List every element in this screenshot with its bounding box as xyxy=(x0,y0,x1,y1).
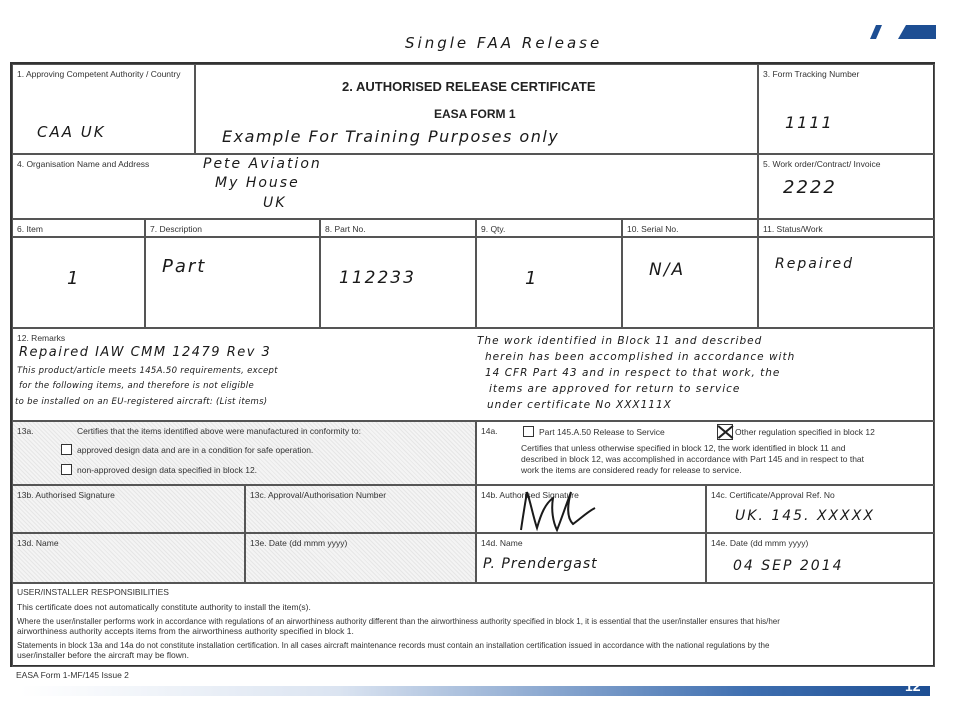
block14a-text-1: Certifies that unless otherwise specified in block 12, the work identified in block 11 and xyxy=(521,443,846,453)
item-label: 6. Item xyxy=(17,224,43,234)
remarks-right-2: herein has been accomplished in accordance with xyxy=(485,351,796,363)
org-line-2: My House xyxy=(215,175,300,191)
block14d-value: P. Prendergast xyxy=(483,556,598,572)
block13b xyxy=(12,485,245,533)
block14c-value: UK. 145. XXXXX xyxy=(735,508,875,524)
item-value: 1 xyxy=(67,268,81,289)
user-installer-responsibilities xyxy=(12,583,935,667)
training-note: Example For Training Purposes only xyxy=(222,127,560,146)
block3-value: 1111 xyxy=(785,113,834,132)
item-cell xyxy=(12,237,145,328)
responsibilities-p3b: user/installer before the aircraft may be flown. xyxy=(17,650,189,660)
block14a-text-2: described in block 12, was accomplished in accordance with Part 145 and in respect to that xyxy=(521,454,865,464)
block14b xyxy=(476,485,706,533)
block1-authority xyxy=(12,64,195,154)
item-header xyxy=(12,219,145,237)
approved-design-label: approved design data and are in a condition for safe operation. xyxy=(77,445,314,455)
easa-form-1 xyxy=(10,62,935,667)
block14c xyxy=(706,485,935,533)
other-regulation-checkbox-checked[interactable] xyxy=(717,424,733,440)
block13d xyxy=(12,533,245,583)
serial-value: N/A xyxy=(649,260,686,280)
block4-label: 4. Organisation Name and Address xyxy=(17,159,150,169)
block14a xyxy=(476,421,935,485)
description-value: Part xyxy=(162,256,207,277)
block13b-label: 13b. Authorised Signature xyxy=(17,490,115,500)
page-number: 12 xyxy=(905,678,921,694)
qty-header xyxy=(476,219,622,237)
responsibilities-p2b: airworthiness authority accepts items from the airworthiness authority specified in block 1. xyxy=(17,626,354,636)
block13d-label: 13d. Name xyxy=(17,538,59,548)
block1-label: 1. Approving Competent Authority / Country xyxy=(17,69,181,79)
block14e-label: 14e. Date (dd mmm yyyy) xyxy=(711,538,809,548)
description-label: 7. Description xyxy=(150,224,202,234)
approved-design-checkbox[interactable] xyxy=(61,444,72,455)
block13a-label: 13a. xyxy=(17,426,34,436)
non-approved-design-checkbox[interactable] xyxy=(61,464,72,475)
remarks-line-3: for the following items, and therefore is not eligible xyxy=(19,381,254,391)
qty-label: 9. Qty. xyxy=(481,224,506,234)
block13e xyxy=(245,533,476,583)
remarks-right-3: 14 CFR Part 43 and in respect to that work, the xyxy=(485,367,781,379)
logo-stripes xyxy=(870,25,936,39)
responsibilities-p1: This certificate does not automatically constitute authority to install the item(s). xyxy=(17,602,311,612)
block14e-value: 04 SEP 2014 xyxy=(733,558,844,574)
certificate-subtitle: EASA FORM 1 xyxy=(434,107,516,121)
description-header xyxy=(145,219,320,237)
block14a-label: 14a. xyxy=(481,426,498,436)
partno-value: 112233 xyxy=(339,268,416,288)
qty-cell xyxy=(476,237,622,328)
status-cell xyxy=(758,237,935,328)
responsibilities-p2a: Where the user/installer performs work in accordance with regulations of an airworthiness authority different than the airworthiness authority specified in block 1, it is essential that the user/installer ensures that his/her xyxy=(17,617,780,626)
part145-label: Part 145.A.50 Release to Service xyxy=(539,427,665,437)
partno-label: 8. Part No. xyxy=(325,224,366,234)
certificate-title: 2. AUTHORISED RELEASE CERTIFICATE xyxy=(342,79,596,94)
status-label: 11. Status/Work xyxy=(763,224,823,234)
block14a-text-3: work the items are considered ready for release to service. xyxy=(521,465,742,475)
other-regulation-label: Other regulation specified in block 12 xyxy=(735,427,875,437)
block13a-text: Certifies that the items identified above were manufactured in conformity to: xyxy=(77,426,361,436)
partno-header xyxy=(320,219,476,237)
serial-label: 10. Serial No. xyxy=(627,224,679,234)
bottom-gradient-bar xyxy=(20,686,930,696)
block13e-label: 13e. Date (dd mmm yyyy) xyxy=(250,538,348,548)
block5-label: 5. Work order/Contract/ Invoice xyxy=(763,159,881,169)
org-line-3: UK xyxy=(263,195,287,211)
block5-value: 2222 xyxy=(783,177,837,198)
block13c xyxy=(245,485,476,533)
block13c-label: 13c. Approval/Authorisation Number xyxy=(250,490,387,500)
remarks-line-4: to be installed on an EU-registered aircraft: (List items) xyxy=(15,397,268,407)
description-cell xyxy=(145,237,320,328)
org-line-1: Pete Aviation xyxy=(203,156,322,172)
status-header xyxy=(758,219,935,237)
block1-value: CAA UK xyxy=(37,123,106,141)
remarks-line-2: This product/article meets 145A.50 requirements, except xyxy=(17,366,278,376)
serial-header xyxy=(622,219,758,237)
remarks-right-1: The work identified in Block 11 and described xyxy=(477,335,763,347)
partno-cell xyxy=(320,237,476,328)
block2-certificate xyxy=(195,64,758,154)
responsibilities-p3a: Statements in block 13a and 14a do not constitute installation certification. In all cases aircraft maintenance records must contain an installation certification issued in accordance with the national regulations by the xyxy=(17,641,770,650)
block5-work-order xyxy=(758,154,935,219)
signature-image xyxy=(507,486,617,533)
block13a xyxy=(12,421,476,485)
block3-tracking xyxy=(758,64,935,154)
block4-organisation xyxy=(12,154,758,219)
form-reference: EASA Form 1-MF/145 Issue 2 xyxy=(16,670,129,680)
remarks-line-1: Repaired IAW CMM 12479 Rev 3 xyxy=(19,345,272,360)
qty-value: 1 xyxy=(525,268,539,289)
block14b-label: 14b. Authorised Signature xyxy=(481,490,579,500)
block14e xyxy=(706,533,935,583)
block14d xyxy=(476,533,706,583)
block14d-label: 14d. Name xyxy=(481,538,523,548)
remarks-right-5: under certificate No XXX111X xyxy=(487,399,672,411)
handwritten-title: Single FAA Release xyxy=(405,34,603,52)
part145-checkbox[interactable] xyxy=(523,426,534,437)
block3-label: 3. Form Tracking Number xyxy=(763,69,860,79)
block12-label: 12. Remarks xyxy=(17,333,66,343)
serial-cell xyxy=(622,237,758,328)
block12-remarks xyxy=(12,328,935,421)
status-value: Repaired xyxy=(775,256,854,272)
remarks-right-4: items are approved for return to service xyxy=(489,383,741,395)
responsibilities-title: USER/INSTALLER RESPONSIBILITIES xyxy=(17,587,169,597)
block14c-label: 14c. Certificate/Approval Ref. No xyxy=(711,490,835,500)
non-approved-design-label: non-approved design data specified in block 12. xyxy=(77,465,258,475)
